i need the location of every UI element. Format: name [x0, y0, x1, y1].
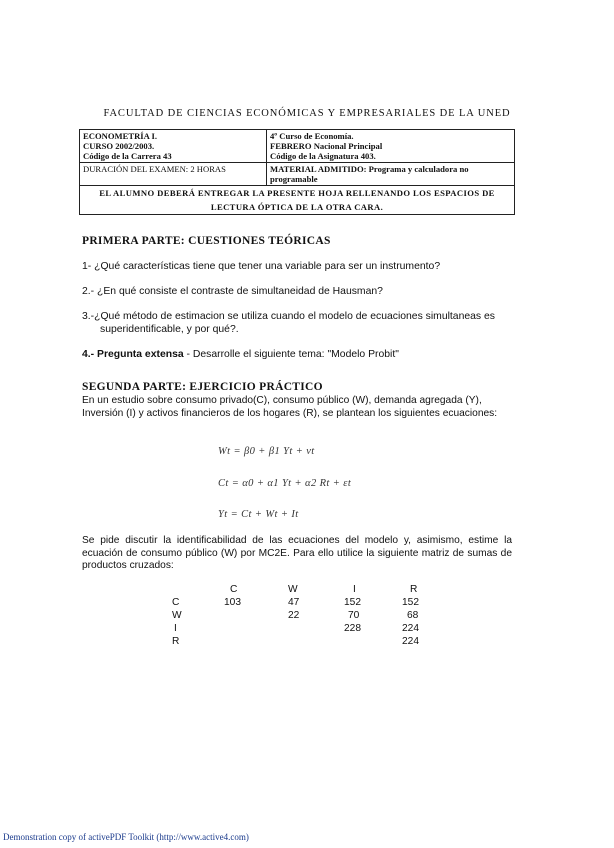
- matrix-cell: 228: [344, 623, 361, 634]
- part2-title: SEGUNDA PARTE: EJERCICIO PRÁCTICO: [82, 381, 323, 393]
- info-row-notice: [80, 186, 515, 215]
- exercise-intro: En un estudio sobre consumo privado(C), consumo público (W), demanda agregada (Y), Inversión (I) y activos financieros de los hogares (R), se plantean los siguientes ecuaciones:: [82, 395, 498, 419]
- course-level: 4º Curso de Economía.: [270, 131, 354, 141]
- matrix-cell: 152: [402, 597, 419, 608]
- career-code: Código de la Carrera 43: [83, 151, 172, 161]
- matrix-col-header: I: [353, 584, 356, 595]
- matrix-cell: 224: [402, 623, 419, 634]
- matrix-cell: 70: [348, 610, 360, 621]
- matrix-row-label: R: [172, 636, 180, 647]
- equation-1: Wt = β0 + β1 Yt + vt: [218, 446, 315, 457]
- info-row-top: [80, 130, 515, 163]
- matrix-cell: 103: [224, 597, 241, 608]
- question-1: 1- ¿Qué características tiene que tener una variable para ser un instrumento?: [82, 261, 441, 272]
- question-3: [82, 310, 512, 336]
- subject-code: Código de la Asignatura 403.: [270, 151, 376, 161]
- exam-info-table: [79, 129, 515, 215]
- notice-line-2: LECTURA ÓPTICA DE LA OTRA CARA.: [210, 202, 384, 212]
- part1-title: PRIMERA PARTE: CUESTIONES TEÓRICAS: [82, 235, 331, 247]
- equation-2: Ct = α0 + α1 Yt + α2 Rt + εt: [218, 478, 352, 489]
- notice-line-1: EL ALUMNO DEBERÁ ENTREGAR LA PRESENTE HOJA RELLENANDO LOS ESPACIOS DE: [99, 188, 495, 198]
- matrix-row-label: C: [172, 597, 180, 608]
- material-cell: MATERIAL ADMITIDO: Programa y calculadora no programable: [267, 163, 515, 186]
- info-row-middle: [80, 163, 515, 186]
- matrix-row-label: W: [172, 610, 182, 621]
- exam-session: FEBRERO Nacional Principal: [270, 141, 383, 151]
- question-4: [82, 348, 512, 361]
- question-3-line-2: superidentificable, y por qué?.: [100, 324, 239, 335]
- duration-cell: DURACIÓN DEL EXAMEN: 2 HORAS: [80, 163, 267, 186]
- matrix-col-header: R: [410, 584, 418, 595]
- matrix-col-header: C: [230, 584, 238, 595]
- notice-cell: [80, 186, 515, 215]
- academic-year: CURSO 2002/2003.: [83, 141, 155, 151]
- course-info-cell: [80, 130, 267, 163]
- matrix-row-label: I: [174, 623, 177, 634]
- subject-name: ECONOMETRÍA I.: [83, 131, 158, 141]
- matrix-cell: 22: [288, 610, 300, 621]
- watermark-footer: Demonstration copy of activePDF Toolkit (http://www.active4.com): [3, 832, 249, 842]
- matrix-cell: 68: [407, 610, 419, 621]
- matrix-cell: 47: [288, 597, 300, 608]
- question-4-text: - Desarrolle el siguiente tema: "Modelo Probit": [183, 349, 399, 360]
- question-3-line-1: 3.-¿Qué método de estimacion se utiliza cuando el modelo de ecuaciones simultaneas es: [82, 311, 495, 322]
- matrix-col-header: W: [288, 584, 298, 595]
- matrix-cell: 152: [344, 597, 361, 608]
- exam-info-cell: [267, 130, 515, 163]
- matrix-cell: 224: [402, 636, 419, 647]
- page-header-title: FACULTAD DE CIENCIAS ECONÓMICAS Y EMPRESARIALES DE LA UNED: [103, 108, 511, 119]
- exercise-request: Se pide discutir la identificabilidad de las ecuaciones del modelo y, asimismo, estime la ecuación de consumo público (W) por MC2E. Para ello utilice la siguiente matriz de sumas de productos cruzados:: [82, 535, 512, 572]
- equation-3: Yt = Ct + Wt + It: [218, 509, 299, 520]
- question-2: 2.- ¿En qué consiste el contraste de simultaneidad de Hausman?: [82, 286, 383, 297]
- question-4-label: 4.- Pregunta extensa: [82, 349, 184, 360]
